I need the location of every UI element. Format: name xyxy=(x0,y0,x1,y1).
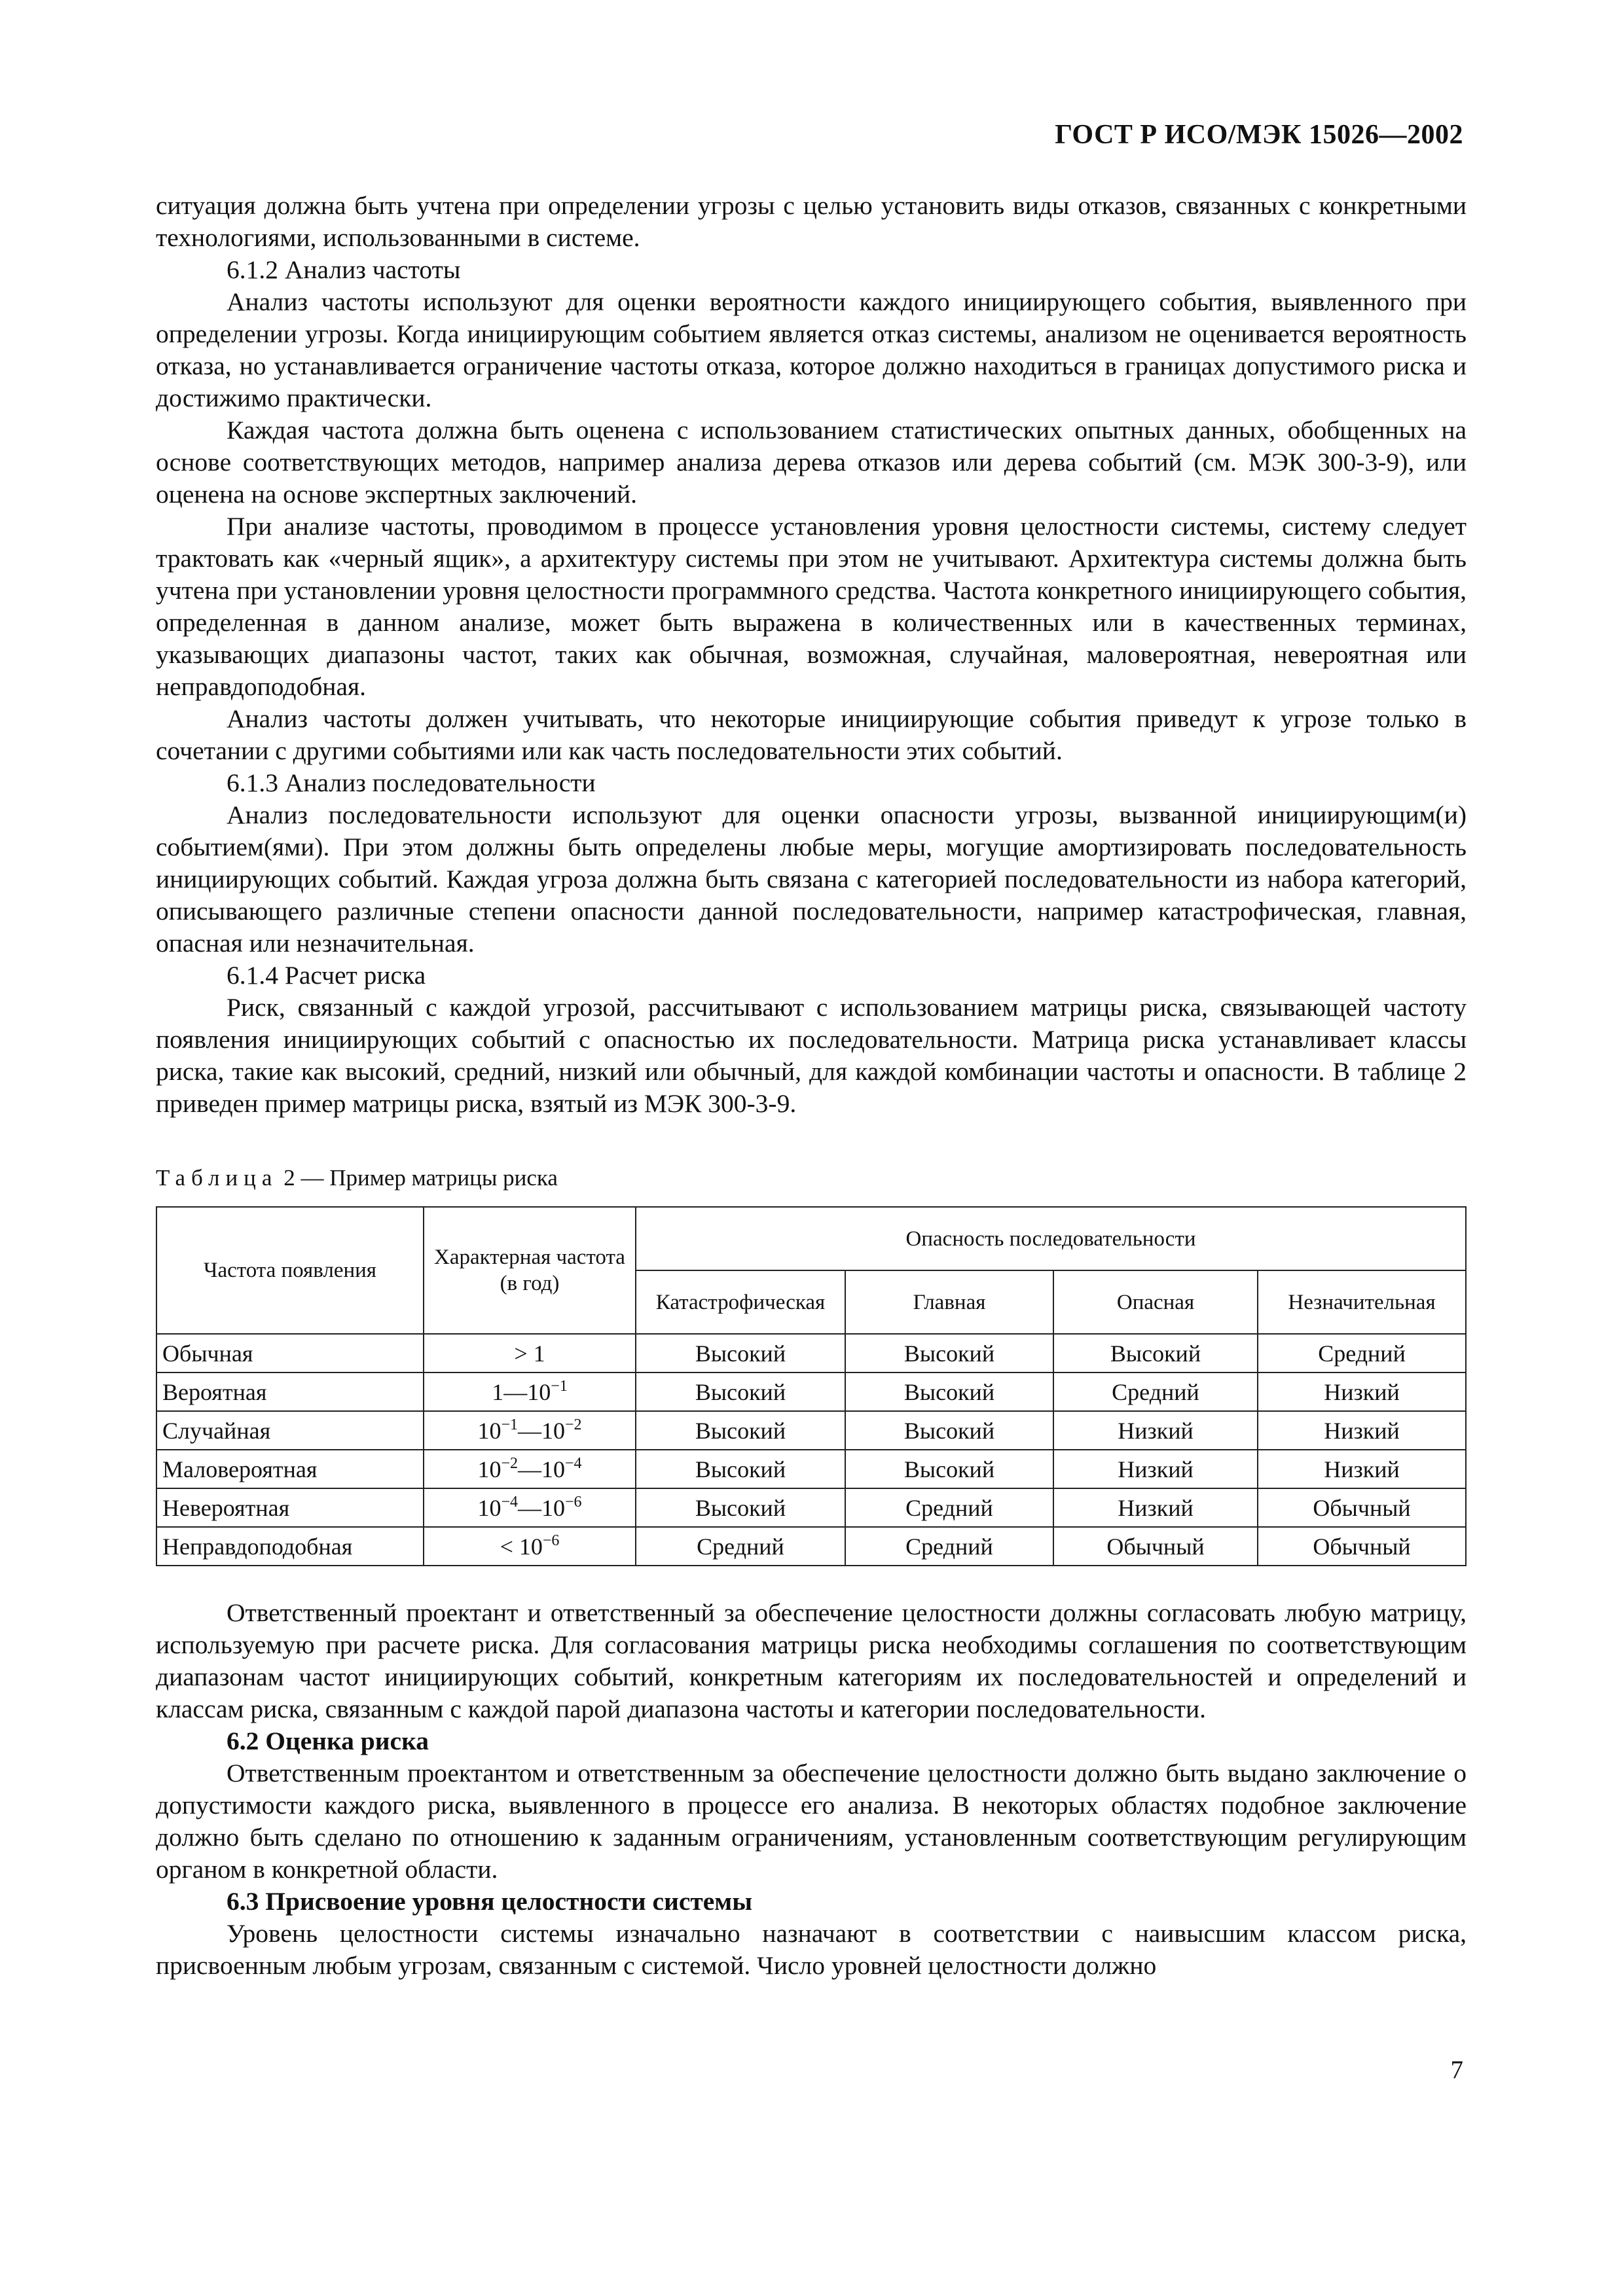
row-frequency-label: Обычная xyxy=(156,1334,424,1372)
risk-class-cell: Обычный xyxy=(1258,1527,1466,1566)
risk-class-cell: Низкий xyxy=(1053,1411,1258,1450)
section-heading: 6.1.2 Анализ частоты xyxy=(227,255,461,284)
risk-class-cell: Средний xyxy=(845,1488,1053,1527)
row-frequency-label: Вероятная xyxy=(156,1372,424,1411)
risk-class-cell: Средний xyxy=(845,1527,1053,1566)
header-frequency: Частота появления xyxy=(156,1207,424,1334)
row-frequency-label: Неправдоподобная xyxy=(156,1527,424,1566)
risk-class-cell: Низкий xyxy=(1053,1488,1258,1527)
row-frequency-value xyxy=(424,1372,636,1411)
frequency-text: 1—10 xyxy=(492,1378,551,1405)
table-row xyxy=(156,1527,1466,1566)
paragraph: Ответственным проектантом и ответственным за обеспечение целостности должно быть выдано заключение о допустимости каждого риска, выявленного в процессе его анализа. В некоторых областях подобное заключение должно быть сделано по отношению к заданным ограничениям, установленным соответствующим регулирующим органом в конкретной области. xyxy=(156,1759,1467,1884)
frequency-text: 10 xyxy=(477,1494,501,1521)
table-row xyxy=(156,1411,1466,1450)
row-frequency-value xyxy=(424,1488,636,1527)
risk-class-cell: Средний xyxy=(1258,1334,1466,1372)
exponent: −2 xyxy=(501,1454,518,1472)
risk-class-cell: Средний xyxy=(1053,1372,1258,1411)
exponent: −1 xyxy=(551,1377,568,1395)
row-frequency-value xyxy=(424,1411,636,1450)
risk-class-cell: Высокий xyxy=(845,1411,1053,1450)
body-text-bottom xyxy=(156,1597,1467,1982)
paragraph: Анализ частоты используют для оценки вероятности каждого инициирующего события, выявленного при определении угрозы. Когда инициирующим событием является отказ системы, анализом не оценивается вероятность отказа, но устанавливается ограничение частоты отказа, которое должно находиться в границах допустимого риска и достижимо практически. xyxy=(156,287,1467,412)
frequency-text: 10 xyxy=(477,1456,501,1482)
paragraph: Риск, связанный с каждой угрозой, рассчитывают с использованием матрицы риска, связывающей частоту появления инициирующих событий с опасностью их последовательности. Матрица риска устанавливает классы риска, такие как высокий, средний, низкий или обычный, для каждой комбинации частоты и опасности. В таблице 2 приведен пример матрицы риска, взятый из МЭК 300-3-9. xyxy=(156,993,1467,1118)
table-header-row xyxy=(156,1207,1466,1270)
exponent: −4 xyxy=(565,1454,582,1472)
header-minor: Незначительная xyxy=(1258,1270,1466,1334)
frequency-text: —10 xyxy=(518,1456,565,1482)
risk-class-cell: Средний xyxy=(636,1527,845,1566)
exponent: −2 xyxy=(565,1416,582,1433)
exponent: −6 xyxy=(565,1493,582,1511)
header-dangerous: Опасная xyxy=(1053,1270,1258,1334)
paragraph: Уровень целостности системы изначально назначают в соответствии с наивысшим классом риска, присвоенным любым угрозам, связанным с системой. Число уровней целостности должно xyxy=(156,1919,1467,1980)
table-row xyxy=(156,1488,1466,1527)
paragraph: Каждая частота должна быть оценена с использованием статистических опытных данных, обобщенных на основе соответствующих методов, например анализа дерева отказов или дерева событий (см. МЭК 300-3-9), или оценена на основе экспертных заключений. xyxy=(156,416,1467,509)
table-caption-word: Таблица xyxy=(156,1165,278,1191)
risk-class-cell: Высокий xyxy=(845,1372,1053,1411)
risk-class-cell: Обычный xyxy=(1053,1527,1258,1566)
paragraph: Ответственный проектант и ответственный за обеспечение целостности должны согласовать любую матрицу, используемую при расчете риска. Для согласования матрицы риска необходимы соглашения по соответствующим диапазонам частот инициирующих событий, конкретным категориям их последовательностей и определений и классам риска, связанным с каждой парой диапазона частоты и категории последовательности. xyxy=(156,1598,1467,1723)
risk-class-cell: Высокий xyxy=(1053,1334,1258,1372)
section-heading-bold: 6.3 Присвоение уровня целостности системы xyxy=(227,1887,753,1916)
row-frequency-value xyxy=(424,1334,636,1372)
frequency-text: > 1 xyxy=(514,1340,545,1367)
section-heading: 6.1.4 Расчет риска xyxy=(227,961,426,990)
risk-matrix-table xyxy=(156,1206,1467,1566)
risk-class-cell: Высокий xyxy=(636,1488,845,1527)
risk-class-cell: Высокий xyxy=(636,1411,845,1450)
frequency-text: —10 xyxy=(518,1494,565,1521)
risk-class-cell: Высокий xyxy=(636,1372,845,1411)
header-major: Главная xyxy=(845,1270,1053,1334)
risk-class-cell: Низкий xyxy=(1258,1411,1466,1450)
risk-class-cell: Низкий xyxy=(1258,1372,1466,1411)
exponent: −1 xyxy=(501,1416,518,1433)
table-row xyxy=(156,1450,1466,1488)
table-caption-title: 2 — Пример матрицы риска xyxy=(278,1165,558,1191)
paragraph: При анализе частоты, проводимом в процессе установления уровня целостности системы, систему следует трактовать как «черный ящик», а архитектуру системы при этом не учитывают. Архитектура системы должна быть учтена при установлении уровня целостности программного средства. Частота конкретного инициирующего события, определенная в данном анализе, может быть выражена в количественных или в качественных терминах, указывающих диапазоны частот, таких как обычная, возможная, случайная, маловероятная, невероятная или неправдоподобная. xyxy=(156,512,1467,701)
paragraph: Анализ последовательности используют для оценки опасности угрозы, вызванной инициирующим(и) событием(ями). При этом должны быть определены любые меры, могущие амортизировать последовательность инициирующих событий. Каждая угроза должна быть связана с категорией последовательности из набора категорий, описывающего различные степени опасности данной последовательности, например катастрофическая, главная, опасная или незначительная. xyxy=(156,800,1467,958)
paragraph: Анализ частоты должен учитывать, что некоторые инициирующие события приведут к угрозе только в сочетании с другими событиями или как часть последовательности этих событий. xyxy=(156,704,1467,765)
row-frequency-label: Маловероятная xyxy=(156,1450,424,1488)
row-frequency-value xyxy=(424,1450,636,1488)
table-row xyxy=(156,1334,1466,1372)
row-frequency-value xyxy=(424,1527,636,1566)
section-heading: 6.1.3 Анализ последовательности xyxy=(227,768,596,797)
risk-class-cell: Высокий xyxy=(845,1450,1053,1488)
frequency-text: 10 xyxy=(477,1417,501,1444)
header-catastrophic: Катастрофическая xyxy=(636,1270,845,1334)
risk-class-cell: Низкий xyxy=(1258,1450,1466,1488)
row-frequency-label: Невероятная xyxy=(156,1488,424,1527)
header-consequence-group: Опасность последовательности xyxy=(636,1207,1466,1270)
exponent: −6 xyxy=(542,1532,560,1549)
paragraph: ситуация должна быть учтена при определении угрозы с целью установить виды отказов, связанных с конкретными технологиями, использованными в системе. xyxy=(156,191,1467,252)
risk-class-cell: Обычный xyxy=(1258,1488,1466,1527)
table-caption xyxy=(156,1165,558,1191)
risk-class-cell: Высокий xyxy=(845,1334,1053,1372)
risk-class-cell: Высокий xyxy=(636,1334,845,1372)
exponent: −4 xyxy=(501,1493,518,1511)
risk-class-cell: Низкий xyxy=(1053,1450,1258,1488)
header-typical-frequency: Характерная частота (в год) xyxy=(424,1207,636,1334)
running-header: ГОСТ Р ИСО/МЭК 15026—2002 xyxy=(1055,120,1463,150)
body-text-top xyxy=(156,190,1467,1120)
risk-class-cell: Высокий xyxy=(636,1450,845,1488)
table-row xyxy=(156,1372,1466,1411)
frequency-text: < 10 xyxy=(500,1533,543,1560)
frequency-text: —10 xyxy=(518,1417,565,1444)
page-number: 7 xyxy=(1450,2056,1463,2084)
section-heading-bold: 6.2 Оценка риска xyxy=(227,1727,429,1755)
row-frequency-label: Случайная xyxy=(156,1411,424,1450)
